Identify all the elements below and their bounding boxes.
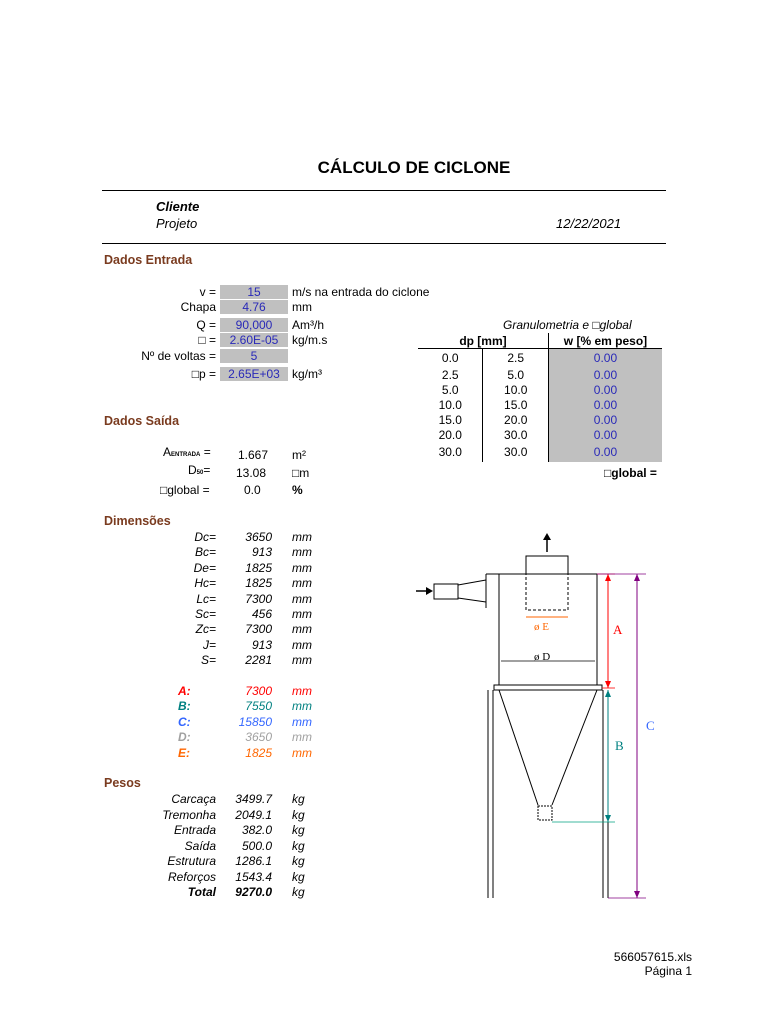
- dp-to: 10.0: [483, 383, 548, 398]
- peso-value: 2049.1: [235, 807, 272, 822]
- outlet-pipe: [526, 556, 568, 574]
- a-subscript: ENTRADA: [171, 452, 201, 458]
- dp-from: 2.5: [441, 368, 459, 382]
- saida-heading: Dados Saída: [104, 414, 180, 428]
- letter-unit: mm: [292, 745, 312, 760]
- dim-unit: mm: [292, 637, 312, 652]
- dp-to: 15.0: [483, 398, 548, 413]
- dim-value: 3650: [245, 530, 272, 544]
- dim-label: Sc=: [194, 607, 216, 621]
- granulometria-row: [418, 413, 662, 428]
- w-value: 0.00: [548, 383, 662, 398]
- dim-unit: mm: [292, 653, 312, 668]
- page-title: CÁLCULO DE CICLONE: [317, 158, 511, 177]
- entrada-label: □ =: [198, 333, 216, 347]
- label-d: ø D: [534, 651, 551, 663]
- dim-label: Bc=: [194, 545, 216, 560]
- total-unit: kg: [292, 885, 305, 899]
- eta-global-value: 0.0: [244, 483, 261, 497]
- a-entrada-unit: m²: [292, 448, 306, 462]
- title-divider: [102, 190, 666, 191]
- entrada-label: Q =: [196, 318, 216, 332]
- peso-value: 382.0: [241, 823, 272, 837]
- dim-unit: mm: [292, 576, 312, 591]
- label-e: ø E: [534, 621, 549, 633]
- dust-outlet: [538, 806, 552, 820]
- dim-label: De=: [193, 560, 216, 575]
- peso-label: Saída: [184, 838, 216, 853]
- entrada-value: 2.60E-05: [220, 333, 288, 347]
- letter-value: 7550: [245, 699, 272, 714]
- letter-label: D:: [178, 730, 191, 745]
- peso-unit: kg: [292, 807, 305, 822]
- dim-value: 1825: [245, 560, 272, 575]
- eta-global-label: □global =: [160, 483, 210, 497]
- dim-value: 456: [251, 607, 272, 621]
- d50-unit: □m: [292, 466, 310, 480]
- entrada-value: 15: [220, 285, 288, 299]
- header-divider: [102, 243, 666, 244]
- dim-value: 7300: [245, 591, 272, 606]
- a-entrada-value: 1.667: [238, 448, 269, 462]
- w-value: 0.00: [548, 368, 662, 383]
- d50-label: D50=: [188, 463, 211, 477]
- entrada-value: 2.65E+03: [220, 367, 288, 381]
- dim-label: Zc=: [195, 622, 216, 637]
- entrada-value: 5: [220, 349, 288, 363]
- pesos-heading: Pesos: [104, 776, 141, 790]
- peso-value: 3499.7: [235, 792, 272, 806]
- dp-from: 5.0: [441, 383, 459, 397]
- dp-from: 20.0: [438, 428, 462, 442]
- footer-page: Página 1: [644, 964, 692, 978]
- dim-label: S=: [200, 653, 216, 668]
- dp-from: 30.0: [438, 445, 462, 459]
- dim-value: 913: [251, 637, 272, 652]
- peso-label: Estrutura: [167, 854, 216, 868]
- letter-label: E:: [178, 745, 190, 760]
- dim-unit: mm: [292, 530, 312, 544]
- dim-unit: mm: [292, 591, 312, 606]
- granulometria-row: [418, 383, 662, 398]
- letter-unit: mm: [292, 714, 312, 729]
- letter-unit: mm: [292, 684, 312, 698]
- dim-unit: mm: [292, 560, 312, 575]
- letter-value: 15850: [238, 714, 272, 729]
- label-c: C: [646, 718, 655, 733]
- entrada-heading: Dados Entrada: [104, 253, 193, 267]
- d-subscript: 50: [196, 470, 204, 476]
- granulometria-row: [418, 398, 662, 413]
- entrada-value: 4.76: [220, 300, 288, 314]
- date: 12/22/2021: [556, 216, 622, 231]
- peso-label: Reforços: [167, 869, 216, 884]
- dimensoes-heading: Dimensões: [104, 514, 171, 528]
- letter-label: A:: [178, 684, 191, 698]
- dp-from: 10.0: [438, 398, 462, 412]
- letter-unit: mm: [292, 699, 312, 714]
- letter-value: 7300: [245, 684, 272, 698]
- support-ring: [494, 685, 602, 690]
- cone-left: [499, 690, 538, 805]
- dim-unit: mm: [292, 622, 312, 637]
- global-label: □global =: [604, 466, 657, 480]
- dp-from: 15.0: [438, 413, 462, 427]
- dp-to: 2.5: [483, 349, 548, 369]
- granulometria-row: [418, 443, 662, 462]
- dp-to: 20.0: [483, 413, 548, 428]
- label-a: A: [613, 622, 623, 637]
- peso-value: 1286.1: [235, 854, 272, 868]
- col-w: w [% em peso]: [548, 333, 662, 349]
- a-entrada-label: AENTRADA =: [163, 445, 211, 459]
- w-value: 0.00: [548, 443, 662, 462]
- entrada-label: Chapa: [180, 300, 216, 314]
- eta-global-unit: %: [292, 483, 303, 497]
- peso-label: Tremonha: [162, 807, 216, 822]
- peso-unit: kg: [292, 838, 305, 853]
- w-value: 0.00: [548, 428, 662, 443]
- peso-unit: kg: [292, 869, 305, 884]
- dim-value: 913: [251, 545, 272, 560]
- letter-label: B:: [178, 699, 191, 714]
- granulometria-row: [418, 349, 662, 369]
- total-label: Total: [187, 885, 216, 899]
- letter-unit: mm: [292, 730, 312, 745]
- entrada-label: □p =: [191, 367, 216, 381]
- peso-label: Carcaça: [171, 792, 216, 806]
- label-b: B: [615, 738, 624, 753]
- dim-label: Lc=: [196, 591, 216, 606]
- entrada-unit: m/s na entrada do ciclone: [292, 285, 430, 299]
- d50-value: 13.08: [236, 466, 267, 480]
- total-value: 9270.0: [235, 885, 272, 899]
- dim-unit: mm: [292, 545, 312, 560]
- entrada-unit: Am³/h: [292, 318, 325, 332]
- cyclone-diagram: [410, 530, 670, 910]
- peso-label: Entrada: [173, 823, 216, 837]
- vortex-finder: [526, 574, 568, 610]
- footer-file: 566057615.xls: [613, 950, 692, 964]
- letter-value: 1825: [245, 745, 272, 760]
- letter-value: 3650: [245, 730, 272, 745]
- peso-value: 1543.4: [235, 869, 272, 884]
- peso-unit: kg: [292, 854, 305, 868]
- inlet-pipe: [434, 584, 458, 599]
- w-value: 0.00: [548, 398, 662, 413]
- dp-to: 30.0: [483, 428, 548, 443]
- dp-to: 30.0: [483, 443, 548, 462]
- outlet-arrow-head: [543, 533, 551, 540]
- granulometria-title: Granulometria e □global: [503, 318, 632, 332]
- project-label: Projeto: [156, 216, 198, 231]
- dim-label: Dc=: [194, 530, 216, 544]
- a-letter: A: [163, 445, 172, 459]
- entrada-unit: kg/m³: [292, 367, 322, 381]
- entrada-unit: mm: [292, 300, 312, 314]
- granulometria-row: [418, 428, 662, 443]
- cone-right: [552, 690, 597, 805]
- dim-value: 1825: [245, 576, 272, 591]
- dim-value: 7300: [245, 622, 272, 637]
- entrada-label: Nº de voltas =: [141, 349, 216, 363]
- granulometria-table: [418, 333, 662, 462]
- dp-from: 0.0: [441, 351, 459, 365]
- peso-unit: kg: [292, 823, 305, 837]
- w-value: 0.00: [548, 413, 662, 428]
- entrada-unit: kg/m.s: [292, 333, 328, 347]
- w-value: 0.00: [548, 349, 662, 369]
- col-dp: dp [mm]: [418, 333, 548, 349]
- d-letter: D: [188, 463, 197, 477]
- client-label: Cliente: [156, 199, 200, 214]
- letter-label: C:: [178, 714, 191, 729]
- dim-label: Hc=: [194, 576, 216, 591]
- entrada-value: 90,000: [220, 318, 288, 332]
- peso-value: 500.0: [241, 838, 272, 853]
- dim-label: J=: [202, 637, 216, 652]
- granulometria-row: [418, 368, 662, 383]
- entrada-label: v =: [199, 285, 216, 299]
- dp-to: 5.0: [483, 368, 548, 383]
- dim-unit: mm: [292, 607, 312, 621]
- dim-value: 2281: [245, 653, 272, 668]
- peso-unit: kg: [292, 792, 305, 806]
